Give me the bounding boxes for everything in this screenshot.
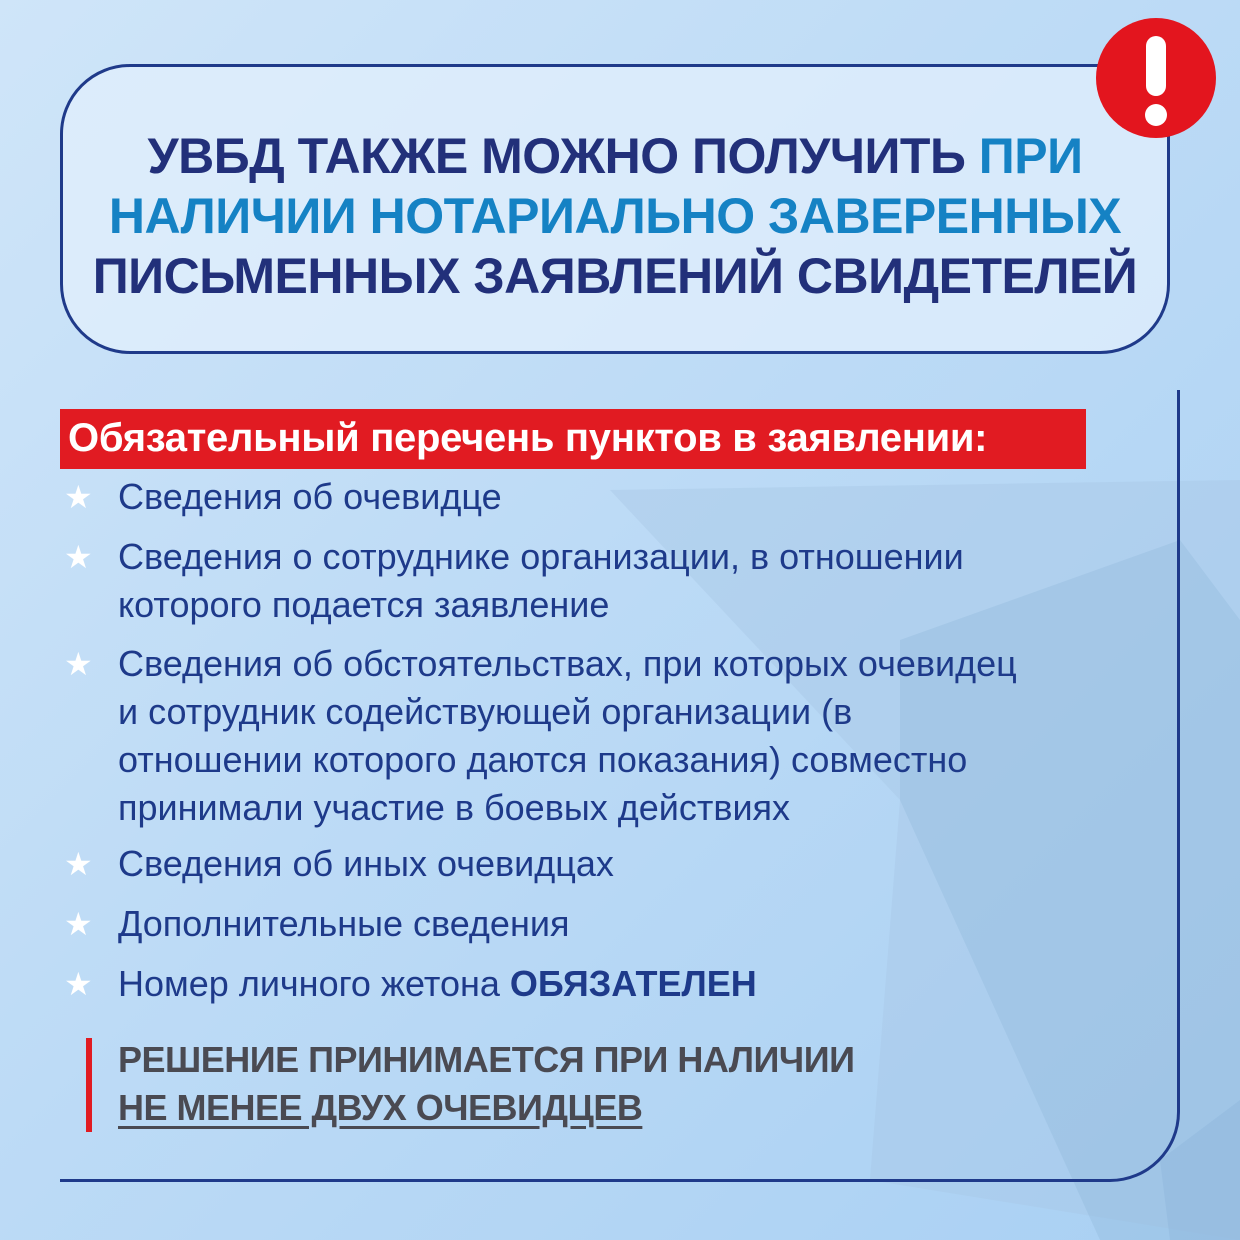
list-item-text xyxy=(118,473,502,521)
frame-bottom-line xyxy=(60,1179,1020,1182)
list-item-text xyxy=(118,640,1017,832)
star-icon: ★ xyxy=(64,846,93,882)
decision-note xyxy=(118,1036,854,1132)
list-item-line: принимали участие в боевых действиях xyxy=(118,787,791,828)
title-accent-word: ПРИ xyxy=(978,128,1083,184)
star-icon: ★ xyxy=(64,966,93,1002)
frame-corner xyxy=(1000,1000,1180,1182)
note-line-2: НЕ МЕНЕЕ ДВУХ ОЧЕВИДЦЕВ xyxy=(118,1087,643,1128)
list-item-line: отношении которого даются показания) совместно xyxy=(118,739,968,780)
star-icon: ★ xyxy=(64,906,93,942)
list-item-line: и сотрудник содействующей организации (в xyxy=(118,691,853,732)
list-item-line: Сведения об иных очевидцах xyxy=(118,843,614,884)
list-item-line: Сведения об очевидце xyxy=(118,476,502,517)
note-accent-bar xyxy=(86,1038,92,1132)
list-item-emphasis: ОБЯЗАТЕЛЕН xyxy=(509,963,757,1004)
page-title xyxy=(60,126,1170,306)
star-icon: ★ xyxy=(64,479,93,515)
title-line-1-text: УВБД ТАКЖЕ МОЖНО ПОЛУЧИТЬ xyxy=(147,128,979,184)
title-line-3: ПИСЬМЕННЫХ ЗАЯВЛЕНИЙ СВИДЕТЕЛЕЙ xyxy=(92,248,1138,304)
list-item-line: Сведения об обстоятельствах, при которых очевидец xyxy=(118,643,1017,684)
list-item-line: Номер личного жетона xyxy=(118,963,510,1004)
list-item-text xyxy=(118,840,614,888)
list-item-line: Дополнительные сведения xyxy=(118,903,570,944)
list-item-text xyxy=(118,900,569,948)
exclamation-icon xyxy=(1096,18,1216,138)
star-icon: ★ xyxy=(64,539,93,575)
list-item-line: которого подается заявление xyxy=(118,584,610,625)
note-line-1: РЕШЕНИЕ ПРИНИМАЕТСЯ ПРИ НАЛИЧИИ xyxy=(118,1039,855,1080)
list-item-line: Сведения о сотруднике организации, в отношении xyxy=(118,536,964,577)
title-line-1 xyxy=(60,126,1170,186)
exclamation-bar xyxy=(1146,36,1166,96)
list-item-text xyxy=(118,533,964,629)
section-banner-text: Обязательный перечень пунктов в заявлении: xyxy=(68,416,988,460)
exclamation-dot xyxy=(1145,104,1167,126)
star-icon: ★ xyxy=(64,646,93,682)
list-item-text xyxy=(118,960,757,1008)
title-line-2: НАЛИЧИИ НОТАРИАЛЬНО ЗАВЕРЕННЫХ xyxy=(108,188,1122,244)
